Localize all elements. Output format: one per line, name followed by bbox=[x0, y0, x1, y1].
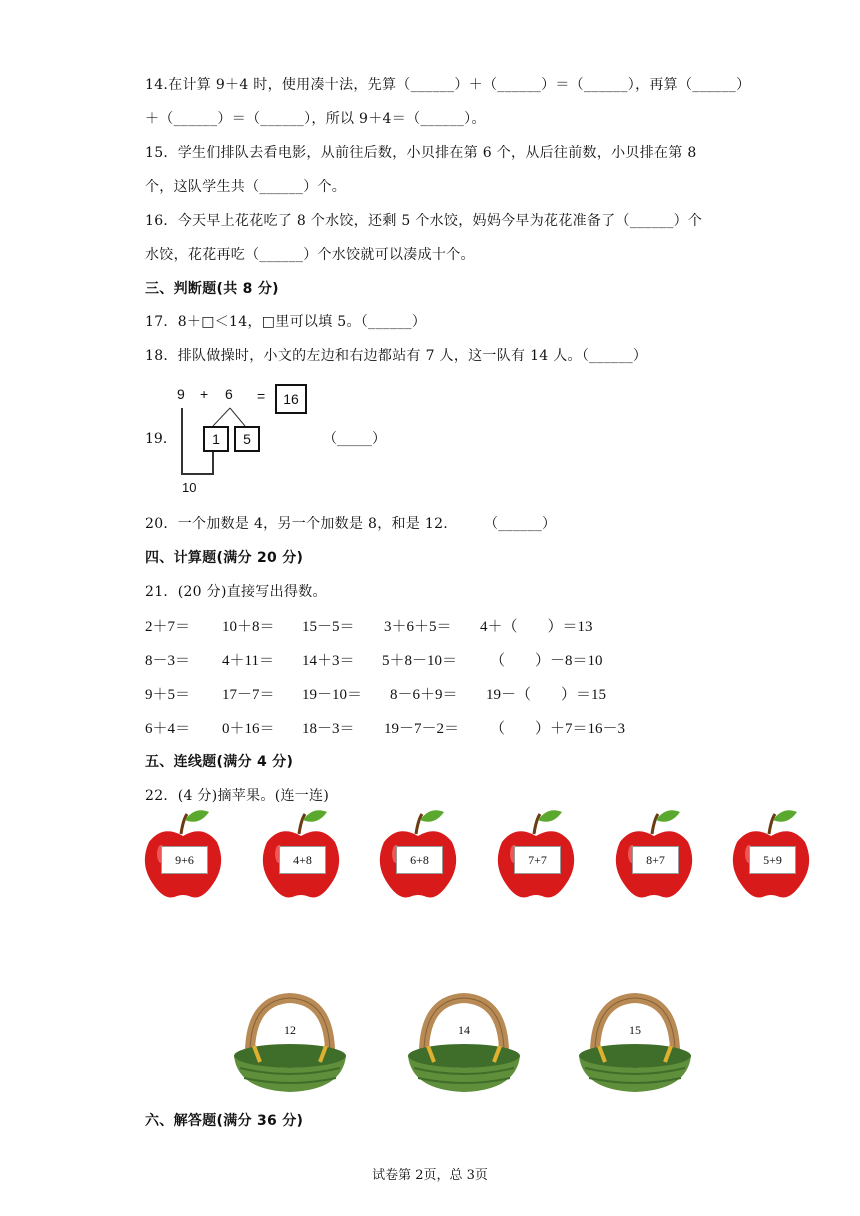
diagram-plus: + bbox=[200, 386, 209, 402]
basket-icon bbox=[404, 990, 524, 1098]
q19-answer-blank: （_____） bbox=[323, 431, 386, 447]
basket-icon bbox=[575, 990, 695, 1098]
diagram-split1: 1 bbox=[212, 431, 220, 447]
basket-label: 12 bbox=[284, 1023, 296, 1037]
basket-icon bbox=[230, 990, 350, 1098]
calc-cell: 5＋8－10＝ bbox=[382, 653, 458, 669]
q18: 18．排队做操时，小文的左边和右边都站有 7 人，这一队有 14 人。（______） bbox=[145, 348, 648, 364]
q19-diagram bbox=[145, 380, 425, 500]
section-6-heading: 六、解答题(满分 36 分) bbox=[145, 1113, 304, 1129]
diagram-ten: 10 bbox=[182, 480, 197, 495]
diagram-result: 16 bbox=[283, 391, 299, 407]
section-4-heading: 四、计算题(满分 20 分) bbox=[145, 550, 304, 566]
basket-label: 15 bbox=[629, 1023, 641, 1037]
apple-label: 7+7 bbox=[514, 846, 561, 874]
apple-label: 9+6 bbox=[161, 846, 208, 874]
section-3-heading: 三、判断题(共 8 分) bbox=[145, 281, 279, 297]
calc-cell: 19－7－2＝ bbox=[384, 721, 460, 737]
q15-line2: 个，这队学生共（______）个。 bbox=[145, 179, 347, 195]
apple[interactable] bbox=[143, 806, 223, 906]
diagram-result-box bbox=[275, 384, 307, 414]
diagram-split2: 5 bbox=[243, 431, 251, 447]
q22: 22．(4 分)摘苹果。(连一连) bbox=[145, 788, 330, 804]
diagram-split1-box bbox=[203, 426, 229, 452]
calc-cell: 2＋7＝ bbox=[145, 619, 191, 635]
q15-line1: 15．学生们排队去看电影，从前往后数，小贝排在第 6 个，从后往前数，小贝排在第 8 bbox=[145, 145, 697, 161]
calc-cell: 19－（ ）＝15 bbox=[486, 687, 607, 703]
apple[interactable] bbox=[614, 806, 694, 906]
calc-cell: 0＋16＝ bbox=[222, 721, 275, 737]
diagram-split2-box bbox=[234, 426, 260, 452]
q16-line1: 16．今天早上花花吃了 8 个水饺，还剩 5 个水饺，妈妈今早为花花准备了（______）个 bbox=[145, 213, 703, 229]
calc-cell: 15－5＝ bbox=[302, 619, 355, 635]
q14-line2: ＋（______）＝（______），所以 9＋4＝（______）。 bbox=[145, 111, 486, 127]
apple[interactable] bbox=[496, 806, 576, 906]
section-5-heading: 五、连线题(满分 4 分) bbox=[145, 754, 294, 770]
calc-cell: 10＋8＝ bbox=[222, 619, 275, 635]
basket-label: 14 bbox=[458, 1023, 470, 1037]
calc-cell: 4＋（ ）＝13 bbox=[480, 619, 593, 635]
q17: 17．8＋□＜14，□里可以填 5。（______） bbox=[145, 314, 427, 330]
basket[interactable] bbox=[575, 990, 695, 1098]
apple-label: 8+7 bbox=[632, 846, 679, 874]
calc-cell: 4＋11＝ bbox=[222, 653, 274, 669]
calc-cell: 6＋4＝ bbox=[145, 721, 191, 737]
q19-number: 19． bbox=[145, 431, 177, 447]
q21: 21．(20 分)直接写出得数。 bbox=[145, 584, 327, 600]
calc-cell: 17－7＝ bbox=[222, 687, 275, 703]
calc-cell: 14＋3＝ bbox=[302, 653, 355, 669]
basket[interactable] bbox=[230, 990, 350, 1098]
page-footer: 试卷第 2页，总 3页 bbox=[372, 1168, 488, 1183]
apple[interactable] bbox=[378, 806, 458, 906]
calc-cell: （ ）－8＝10 bbox=[490, 653, 603, 669]
apple-label: 4+8 bbox=[279, 846, 326, 874]
apple[interactable] bbox=[731, 806, 811, 906]
apple-label: 5+9 bbox=[749, 846, 796, 874]
apple-label: 6+8 bbox=[396, 846, 443, 874]
basket[interactable] bbox=[404, 990, 524, 1098]
calc-cell: 8－3＝ bbox=[145, 653, 191, 669]
q14-line1: 14.在计算 9＋4 时，使用凑十法，先算（______）＋（______）＝（______），再算（______） bbox=[145, 77, 751, 93]
diagram-eq: = bbox=[257, 388, 266, 404]
apple[interactable] bbox=[261, 806, 341, 906]
calc-cell: 19－10＝ bbox=[302, 687, 363, 703]
q16-line2: 水饺，花花再吃（______）个水饺就可以凑成十个。 bbox=[145, 247, 475, 263]
calc-cell: 3＋6＋5＝ bbox=[384, 619, 452, 635]
diagram-b: 6 bbox=[225, 386, 233, 402]
q20: 20．一个加数是 4，另一个加数是 8，和是 12. （______） bbox=[145, 516, 557, 532]
calc-cell: （ ）＋7＝16－3 bbox=[490, 721, 626, 737]
calc-cell: 18－3＝ bbox=[302, 721, 355, 737]
diagram-a: 9 bbox=[177, 386, 185, 402]
calc-cell: 8－6＋9＝ bbox=[390, 687, 458, 703]
calc-cell: 9＋5＝ bbox=[145, 687, 191, 703]
